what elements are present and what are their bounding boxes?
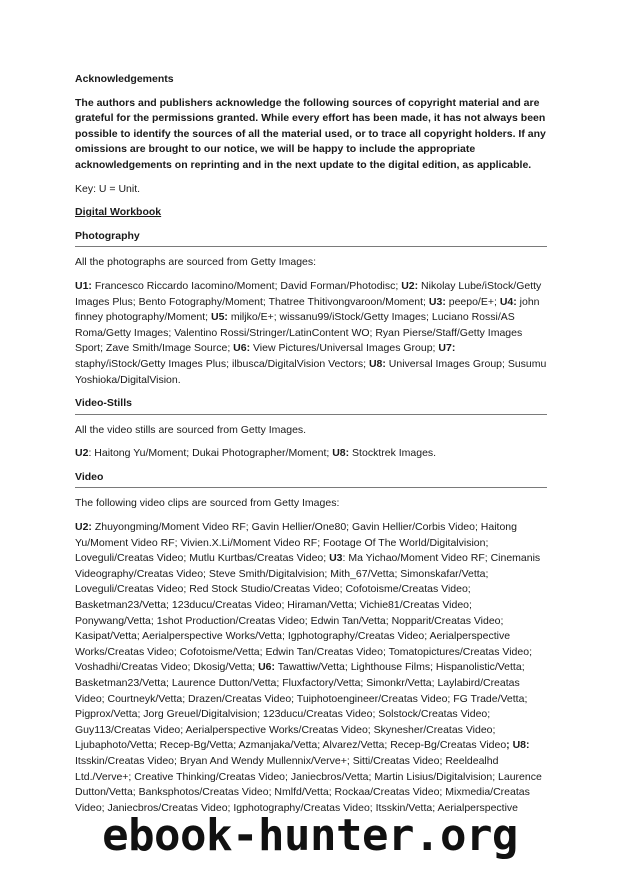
unit-label: U3: (428, 295, 446, 308)
unit-label: ; U8: (506, 739, 530, 752)
credit-text: : Ma Yichao/Moment Video RF; Cinemanis Videography/Creatas Video; Steve Smith/Digitalvision; Mith_67/Vetta; Simonskafar/Vetta; Loveguli/Creatas Video; Red Stock Studio/Creatas Video; Cofotoisme/Creatas Video; Basketman23/Vetta; 123ducu/Creatas Video; Hiraman/Vetta; Vichie81/Creatas Video; Ponywang/Vetta; 1shot Production/Creatas Video; Edwin Tan/Vetta; Nopparit/Creatas Video; Kasipat/Vetta; Aerialperspective Works/Vetta; Igphotography/Creatas Video; Aerialperspective Works/Creatas Video; Cofotoisme/Vetta; Edwin Tan/Creatas Video; Tomatopictures/Creatas Video; Voshadhi/Creatas Video; Dkosig/Vetta; (75, 552, 541, 674)
acknowledgements-heading: Acknowledgements (75, 73, 174, 85)
unit-label: U8: (368, 357, 386, 370)
video-heading: Video (75, 470, 547, 489)
credit-text: staphy/iStock/Getty Images Plus; ilbusca/DigitalVision Vectors; (75, 357, 369, 370)
credit-text: Stocktrek Images. (349, 447, 437, 460)
video-stills-heading: Video-Stills (75, 396, 547, 415)
key-note: Key: U = Unit. (75, 182, 141, 195)
photography-credits (75, 279, 547, 388)
document-page (75, 72, 547, 824)
credit-text: miljko/E+; wissanu99/iStock/Getty Images; Luciano Rossi/AS Roma/Getty Images; Valentino Rossi/Stringer/LatinContent WO; Ryan Pierse/Staff/Getty Images Sport; Zave Smith/Image Source; (75, 311, 523, 355)
credit-text: : Haitong Yu/Moment; Dukai Photographer/Moment; (88, 447, 333, 460)
unit-label: U2 (75, 447, 89, 460)
photography-intro: All the photographs are sourced from Getty Images: (75, 256, 317, 269)
credit-text: john finney photography/Moment; (75, 295, 540, 324)
intro-paragraph: The authors and publishers acknowledge the following sources of copyright material and are grateful for the permissions granted. While every effort has been made, it has not always been possible to identify the sources of all the material used, or to trace all copyright holders. If any omissions are brought to our notice, we will be happy to include the appropriate acknowledgements on reprinting and in the next update to the digital edition, as applicable. (75, 96, 546, 171)
unit-label: U1: (75, 279, 92, 292)
watermark-text: ebook-hunter.org (102, 810, 518, 861)
unit-label: U3 (329, 552, 343, 565)
photography-heading: Photography (75, 229, 547, 248)
unit-label: U6: (258, 661, 276, 674)
credit-text: View Pictures/Universal Images Group; (250, 342, 439, 355)
video-stills-credits (75, 446, 547, 462)
credit-text: Itsskin/Creatas Video; Bryan And Wendy Mullennix/Verve+; Sitti/Creatas Video; Reeldealhd Ltd./Verve+; Creative Thinking/Creatas Video; Janiecbros/Vetta; Martin Lisius/Digitalvision; Laurence Dutton/Vetta; Banksphotos/Creatas Video; Nmlfd/Vetta; Rockaa/Creatas Video; Mixmedia/Creatas Video; Janiecbros/Creatas Video; Igphotography/Creatas Video; Itsskin/Vetta; Aerialperspective (75, 754, 542, 814)
video-intro: The following video clips are sourced from Getty Images: (75, 497, 340, 510)
unit-label: U4: (499, 295, 517, 308)
credit-text: Zhuyongming/Moment Video RF; Gavin Hellier/One80; Gavin Hellier/Corbis Video; Haitong Yu/Moment Video RF; Vivien.X.Li/Moment Video RF; Footage Of The World/Digitalvision; Loveguli/Creatas Video; Mutlu Kurtbas/Creatas Video; (75, 521, 517, 565)
unit-label: U8: (332, 447, 350, 460)
credit-text: Tawattiw/Vetta; Lighthouse Films; Hispanolistic/Vetta; Basketman23/Vetta; Laurence Dutton/Vetta; Fluxfactory/Vetta; Simonkr/Vetta; Laylabird/Creatas Video; Courtneyk/Vetta; Drazen/Creatas Video; Tuiphotoengineer/Creatas Video; FG Trade/Vetta; Pigprox/Vetta; Jorg Greuel/Digitalvision; 123ducu/Creatas Video; Solstock/Creatas Video; Guy113/Creatas Video; Aerialperspective Works/Creatas Video; Skynesher/Creatas Video; Ljubaphoto/Vetta; Recep-Bg/Vetta; Azmanjaka/Vetta; Alvarez/Vetta; Recep-Bg/Creatas Video (75, 661, 528, 752)
unit-label: U2: (75, 521, 92, 534)
credit-text: Nikolay Lube/iStock/Getty Images Plus; Bento Fotography/Moment; Thatree Thitivongvaroon/Moment; (75, 279, 542, 308)
credit-text: Francesco Riccardo Iacomino/Moment; David Forman/Photodisc; (91, 279, 402, 292)
credit-text: Universal Images Group; Susumu Yoshioka/DigitalVision. (75, 357, 547, 386)
unit-label: U6: (233, 342, 251, 355)
video-stills-intro: All the video stills are sourced from Getty Images. (75, 423, 307, 436)
credit-text: peepo/E+; (445, 295, 500, 308)
unit-label: U5: (211, 311, 228, 324)
digital-workbook-heading: Digital Workbook (75, 206, 162, 219)
unit-label: U7: (438, 342, 456, 355)
video-credits (75, 520, 547, 816)
unit-label: U2: (401, 279, 419, 292)
